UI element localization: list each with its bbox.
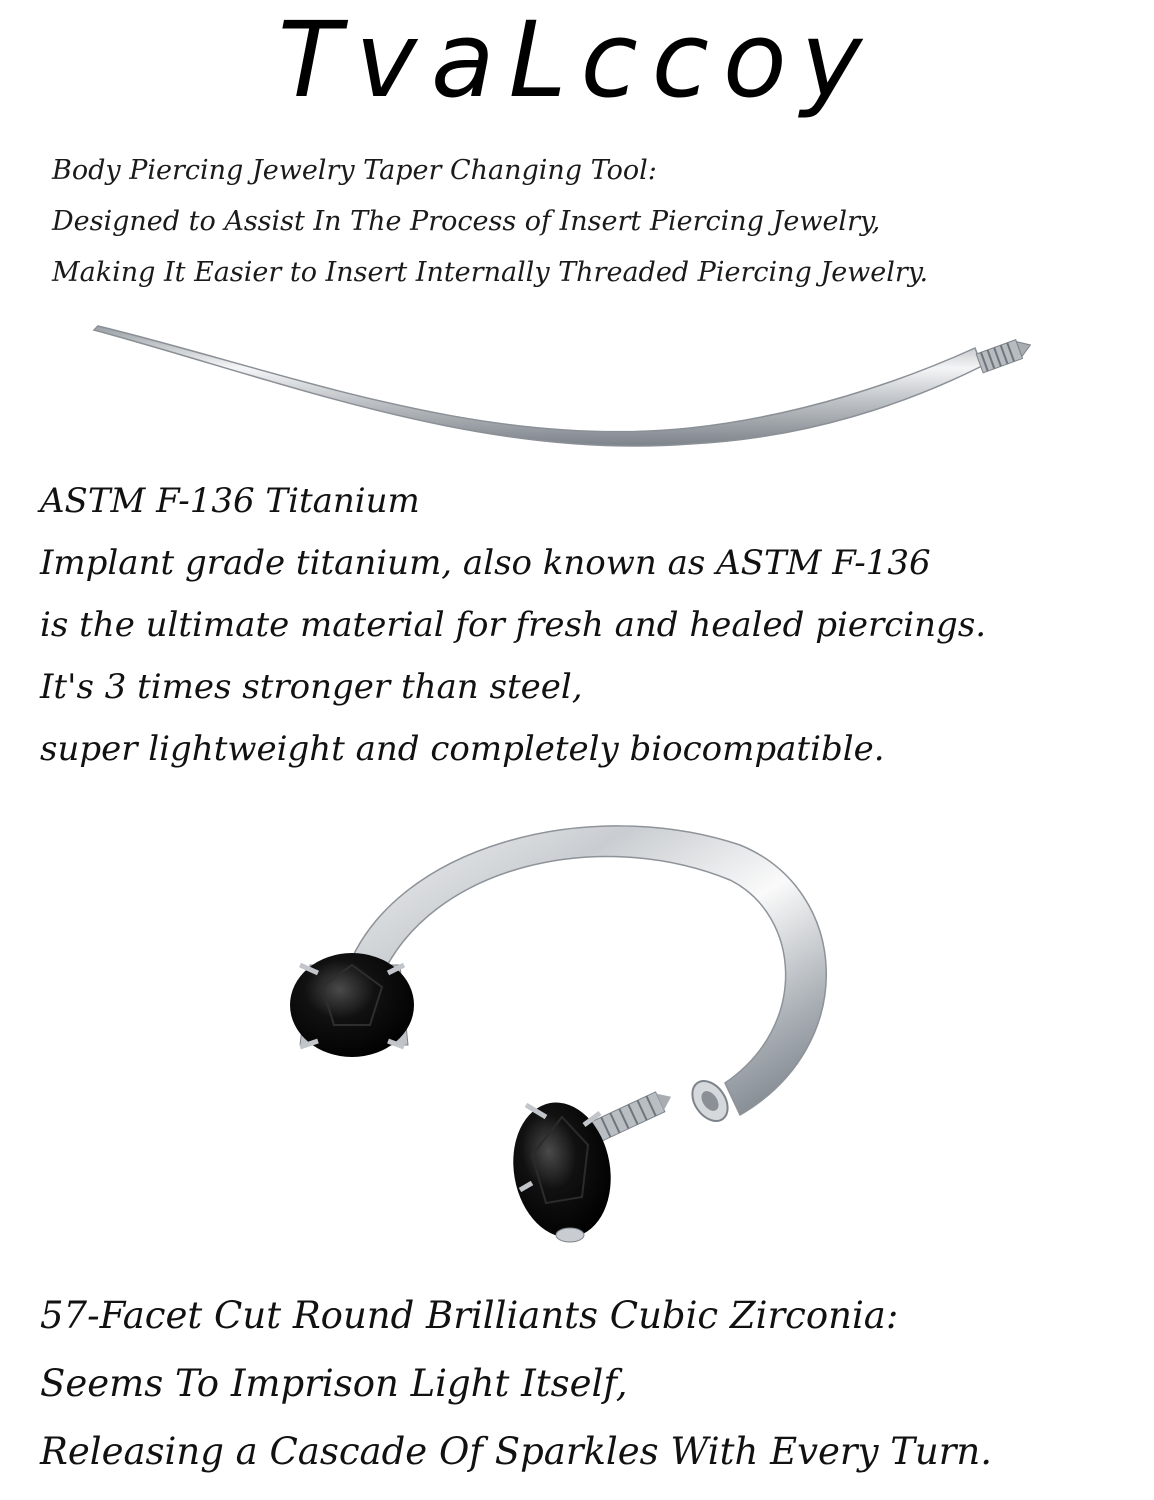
titanium-line: super lightweight and completely biocompatible. xyxy=(40,729,885,769)
titanium-heading: ASTM F-136 Titanium xyxy=(40,481,420,521)
intro-line: Making It Easier to Insert Internally Threaded Piercing Jewelry. xyxy=(52,257,929,288)
intro-text xyxy=(52,145,1142,298)
zirconia-heading: 57-Facet Cut Round Brilliants Cubic Zirconia: xyxy=(40,1294,899,1337)
zirconia-text xyxy=(40,1282,1140,1486)
titanium-line: It's 3 times stronger than steel, xyxy=(40,667,583,707)
zirconia-line: Releasing a Cascade Of Sparkles With Every Turn. xyxy=(40,1430,993,1473)
titanium-line: is the ultimate material for fresh and healed piercings. xyxy=(40,605,987,645)
intro-line: Designed to Assist In The Process of Insert Piercing Jewelry, xyxy=(52,206,881,237)
titanium-line: Implant grade titanium, also known as ASTM F-136 xyxy=(40,543,931,583)
zirconia-line: Seems To Imprison Light Itself, xyxy=(40,1362,628,1405)
taper-tool-image xyxy=(80,310,1060,460)
brand-logo: TvaLccoy xyxy=(277,0,877,121)
intro-line: Body Piercing Jewelry Taper Changing Tool: xyxy=(52,155,657,186)
titanium-text xyxy=(40,470,1140,780)
horseshoe-ring-image xyxy=(270,805,850,1265)
